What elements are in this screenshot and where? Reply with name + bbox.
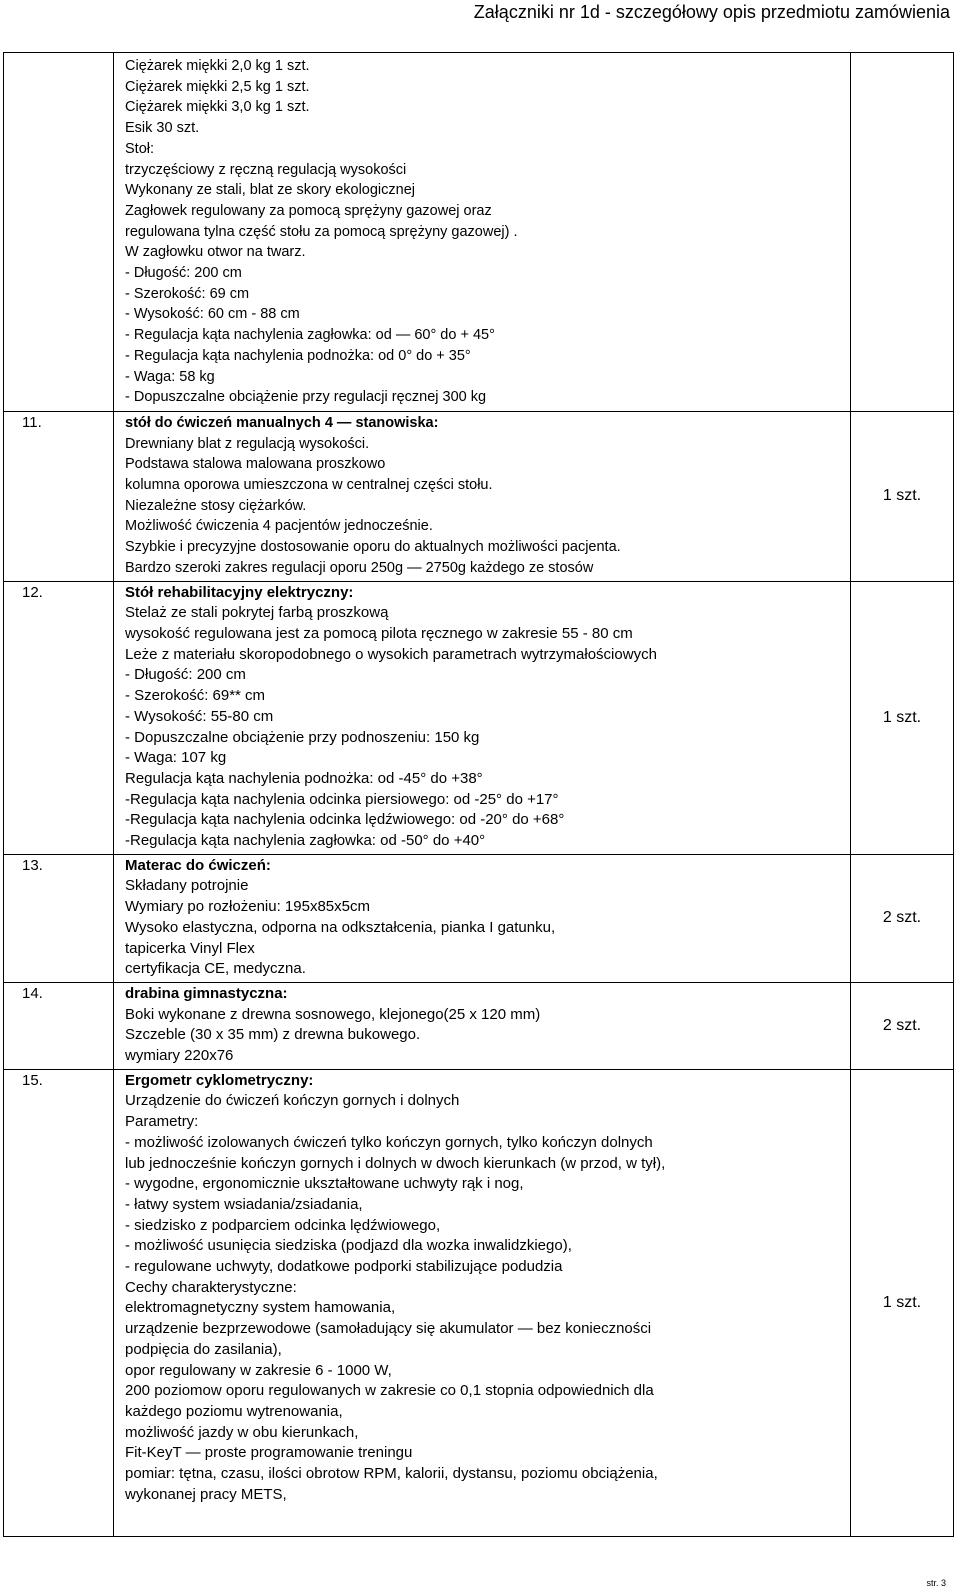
- description-line: - Wysokość: 60 cm - 88 cm: [125, 306, 300, 323]
- item-quantity-cell: [851, 53, 954, 412]
- description-line: Esik 30 szt.: [125, 120, 200, 137]
- item-description-cell: [114, 1069, 851, 1536]
- specification-table: [3, 52, 954, 1537]
- item-number-cell: [4, 411, 114, 581]
- description-line: Wymiary po rozłożeniu: 195x85x5cm: [125, 898, 370, 916]
- description-line: podpięcia do zasilania),: [125, 1340, 282, 1358]
- item-number: 11.: [22, 413, 42, 431]
- item-title: Stół rehabilitacyjny elektryczny:: [125, 583, 354, 601]
- description-line: Fit-KeyT — proste programowanie treningu: [125, 1444, 413, 1462]
- description-line: W zagłowku otwor na twarz.: [125, 244, 306, 261]
- description-line: Szczeble (30 x 35 mm) z drewna bukowego.: [125, 1026, 421, 1044]
- description-line: - Waga: 58 kg: [125, 368, 215, 385]
- item-quantity-cell: [851, 982, 954, 1069]
- item-description-cell: [114, 53, 851, 412]
- description-line: Parametry:: [125, 1113, 199, 1131]
- page-number: str. 3: [926, 1578, 946, 1588]
- item-quantity: 1 szt.: [882, 708, 922, 726]
- description-line: wykonanej pracy METS,: [125, 1485, 287, 1503]
- table-row: [4, 854, 954, 982]
- description-line: - Regulacja kąta nachylenia podnożka: od 0° do + 35°: [125, 347, 471, 364]
- description-line: - Szerokość: 69** cm: [125, 687, 266, 705]
- item-quantity: 2 szt.: [882, 909, 922, 927]
- description-line: Ciężarek miękki 2,0 kg 1 szt.: [125, 58, 310, 74]
- description-line: urządzenie bezprzewodowe (samoładujący się akumulator — bez konieczności: [125, 1320, 652, 1338]
- description-line: Szybkie i precyzyjne dostosowanie oporu do aktualnych możliwości pacjenta.: [125, 539, 621, 556]
- description-line: 200 poziomow oporu regulowanych w zakresie co 0,1 stopnia odpowiednich dla: [125, 1382, 654, 1400]
- description-line: -Regulacja kąta nachylenia odcinka piersiowego: od -25° do +17°: [125, 790, 559, 808]
- item-title: stół do ćwiczeń manualnych 4 — stanowiska:: [125, 414, 439, 431]
- description-line: - regulowane uchwyty, dodatkowe podporki stabilizujące podudzia: [125, 1258, 563, 1276]
- item-number-cell: [4, 1069, 114, 1536]
- description-line: Stoł:: [125, 140, 155, 157]
- description-line: - siedzisko z podparciem odcinka lędźwiowego,: [125, 1216, 441, 1234]
- item-number: 14.: [22, 984, 43, 1002]
- description-line: Drewniany blat z regulacją wysokości.: [125, 435, 370, 452]
- description-line: - Dopuszczalne obciążenie przy regulacji ręcznej 300 kg: [125, 389, 487, 406]
- description-line: wysokość regulowana jest za pomocą pilota ręcznego w zakresie 55 - 80 cm: [125, 624, 633, 642]
- description-line: Ciężarek miękki 3,0 kg 1 szt.: [125, 99, 310, 116]
- item-number-cell: [4, 982, 114, 1069]
- description-line: -Regulacja kąta nachylenia odcinka lędźwiowego: od -20° do +68°: [125, 811, 565, 829]
- description-line: - Regulacja kąta nachylenia zagłowka: od — 60° do + 45°: [125, 327, 495, 344]
- description-line: elektromagnetyczny system hamowania,: [125, 1299, 396, 1317]
- item-title: Materac do ćwiczeń:: [125, 856, 271, 874]
- item-quantity-cell: [851, 581, 954, 854]
- description-line: - Szerokość: 69 cm: [125, 285, 250, 302]
- item-number-cell: [4, 854, 114, 982]
- item-quantity-cell: [851, 411, 954, 581]
- description-line: Urządzenie do ćwiczeń kończyn gornych i dolnych: [125, 1092, 460, 1110]
- description-line: Bardzo szeroki zakres regulacji oporu 250g — 2750g każdego ze stosów: [125, 559, 594, 576]
- description-line: - Dopuszczalne obciążenie przy podnoszeniu: 150 kg: [125, 728, 480, 746]
- description-line: regulowana tylna część stołu za pomocą sprężyny gazowej) .: [125, 223, 518, 240]
- item-number: 12.: [22, 583, 43, 601]
- item-quantity-cell: [851, 1069, 954, 1536]
- item-number-cell: [4, 581, 114, 854]
- description-line: Stelaż ze stali pokrytej farbą proszkową: [125, 604, 389, 622]
- description-line: lub jednocześnie kończyn gornych i dolnych w dwoch kierunkach (w przod, w tył),: [125, 1154, 666, 1172]
- description-line: -Regulacja kąta nachylenia zagłowka: od -50° do +40°: [125, 832, 486, 850]
- description-line: - Waga: 107 kg: [125, 749, 227, 767]
- description-line: - Długość: 200 cm: [125, 666, 246, 684]
- description-line: wymiary 220x76: [125, 1047, 234, 1065]
- item-title: drabina gimnastyczna:: [125, 984, 288, 1002]
- description-line: - wygodne, ergonomicznie ukształtowane uchwyty rąk i nog,: [125, 1175, 524, 1193]
- description-line: Zagłowek regulowany za pomocą sprężyny gazowej oraz: [125, 202, 492, 219]
- item-number: 15.: [22, 1071, 43, 1089]
- description-line: Leże z materiału skoropodobnego o wysokich parametrach wytrzymałościowych: [125, 645, 657, 663]
- table-row: [4, 1069, 954, 1536]
- description-line: każdego poziomu wytrenowania,: [125, 1403, 343, 1420]
- item-description-cell: [114, 581, 851, 854]
- item-title: Ergometr cyklometryczny:: [125, 1071, 314, 1089]
- description-line: - Długość: 200 cm: [125, 265, 242, 282]
- description-line: Niezależne stosy ciężarków.: [125, 497, 307, 514]
- item-quantity: 2 szt.: [882, 1016, 922, 1034]
- description-line: kolumna oporowa umieszczona w centralnej części stołu.: [125, 477, 493, 494]
- description-line: Podstawa stalowa malowana proszkowo: [125, 456, 386, 473]
- description-line: certyfikacja CE, medyczna.: [125, 960, 306, 978]
- description-line: trzyczęściowy z ręczną regulacją wysokości: [125, 161, 407, 178]
- description-line: tapicerka Vinyl Flex: [125, 939, 255, 957]
- description-line: - możliwość izolowanych ćwiczeń tylko kończyn gornych, tylko kończyn dolnych: [125, 1133, 653, 1151]
- description-line: - Wysokość: 55-80 cm: [125, 707, 274, 725]
- item-description-cell: [114, 854, 851, 982]
- description-line: Ciężarek miękki 2,5 kg 1 szt.: [125, 78, 310, 95]
- item-number: 13.: [22, 856, 43, 874]
- item-quantity: 1 szt.: [882, 1293, 922, 1311]
- description-line: Regulacja kąta nachylenia podnożka: od -45° do +38°: [125, 769, 483, 787]
- item-quantity: 1 szt.: [882, 487, 922, 505]
- table-row: [4, 581, 954, 854]
- description-line: Wykonany ze stali, blat ze skory ekologicznej: [125, 182, 415, 199]
- description-line: pomiar: tętna, czasu, ilości obrotow RPM, kalorii, dystansu, poziomu obciążenia,: [125, 1465, 658, 1483]
- description-line: możliwość jazdy w obu kierunkach,: [125, 1423, 359, 1441]
- item-number-cell: [4, 53, 114, 412]
- description-line: Wysoko elastyczna, odporna na odkształcenia, pianka I gatunku,: [125, 918, 556, 936]
- description-line: Możliwość ćwiczenia 4 pacjentów jednocześnie.: [125, 518, 433, 535]
- item-quantity-cell: [851, 854, 954, 982]
- description-line: - możliwość usunięcia siedziska (podjazd dla wozka inwalidzkiego),: [125, 1237, 572, 1255]
- table-row: [4, 53, 954, 412]
- page-header: Załączniki nr 1d - szczegółowy opis przedmiotu zamówienia: [473, 2, 950, 22]
- table-row: [4, 982, 954, 1069]
- description-line: opor regulowany w zakresie 6 - 1000 W,: [125, 1361, 392, 1379]
- description-line: Cechy charakterystyczne:: [125, 1278, 297, 1296]
- table-row: [4, 411, 954, 581]
- description-line: - łatwy system wsiadania/zsiadania,: [125, 1195, 363, 1213]
- item-description-cell: [114, 411, 851, 581]
- description-line: Składany potrojnie: [125, 877, 249, 895]
- description-line: Boki wykonane z drewna sosnowego, klejonego(25 x 120 mm): [125, 1005, 541, 1023]
- item-description-cell: [114, 982, 851, 1069]
